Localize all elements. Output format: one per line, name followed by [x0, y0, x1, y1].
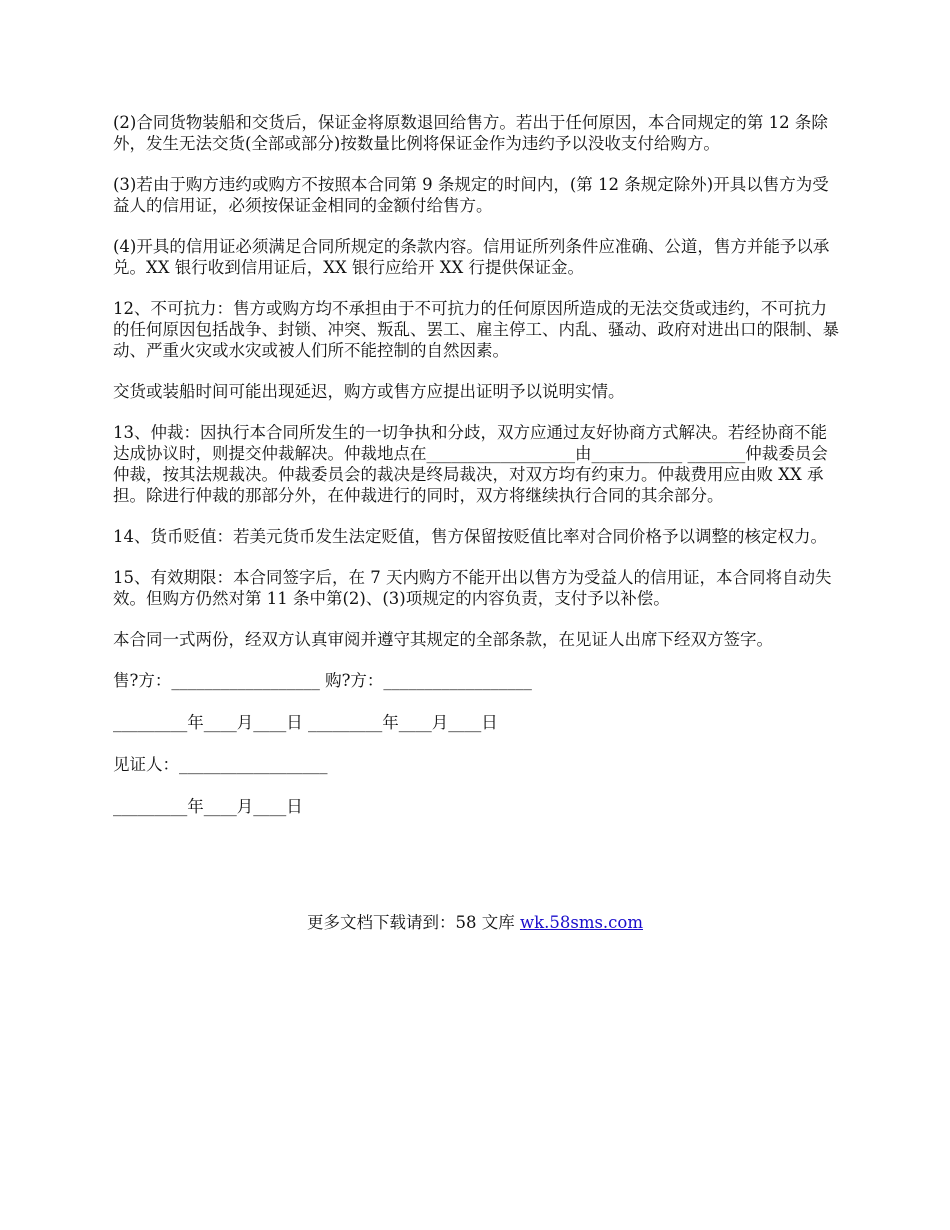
paragraph-clause-11-3: (3)若由于购方违约或购方不按照本合同第 9 条规定的时间内，(第 12 条规定除外)开具以售方为受益人的信用证，必须按保证金相同的金额付给售方。 [113, 175, 829, 215]
paragraph-force-majeure: 12、不可抗力：售方或购方均不承担由于不可抗力的任何原因所造成的无法交货或违约，不可抗力的任何原因包括战争、封锁、冲突、叛乱、罢工、雇主停工、内乱、骚动、政府对进出口的限制、暴动、严重火灾或水灾或被人们所不能控制的自然因素。 [113, 299, 839, 360]
paragraph-delivery-delay: 交货或装船时间可能出现延迟，购方或售方应提出证明予以说明实情。 [113, 382, 625, 401]
footer [0, 912, 950, 933]
paragraph-copies-signature: 本合同一式两份，经双方认真审阅并遵守其规定的全部条款，在见证人出席下经双方签字。 [113, 630, 773, 649]
paragraph-clause-11-2: (2)合同货物装船和交货后，保证金将原数退回给售方。若出于任何原因，本合同规定的第 12 条除外，发生无法交货(全部或部分)按数量比例将保证金作为违约予以没收支付给购方。 [113, 113, 828, 153]
document-body [113, 112, 843, 838]
footer-text: 更多文档下载请到：58 文库 [306, 913, 520, 932]
witness-line: 见证人：__________________ [113, 755, 328, 774]
paragraph-currency-devaluation: 14、货币贬值：若美元货币发生法定贬值，售方保留按贬值比率对合同价格予以调整的核定权力。 [113, 527, 827, 546]
paragraph-arbitration: 13、仲裁：因执行本合同所发生的一切争执和分歧，双方应通过友好协商方式解决。若经协商不能达成协议时，则提交仲裁解决。仲裁地点在__________________由___________ _______仲裁委员会仲裁，按其法规裁决。仲裁委员会的裁决是终局裁决，对双方均有约束力。仲裁费用应由败 XX 承担。除进行仲裁的那部分外，在仲裁进行的同时，双方将继续执行合同的其余部分。 [113, 423, 828, 505]
signature-parties-line: 售?方：__________________ 购?方：__________________ [113, 671, 532, 690]
paragraph-clause-11-4: (4)开具的信用证必须满足合同所规定的条款内容。信用证所列条件应准确、公道，售方并能予以承兑。XX 银行收到信用证后，XX 银行应给开 XX 行提供保证金。 [113, 237, 830, 277]
signature-dates-line: _________年____月____日 _________年____月____日 [113, 713, 498, 732]
witness-date-line: _________年____月____日 [113, 797, 303, 816]
paragraph-validity-period: 15、有效期限：本合同签字后，在 7 天内购方不能开出以售方为受益人的信用证，本合同将自动失效。但购方仍然对第 11 条中第(2)、(3)项规定的内容负责，支付予以补偿。 [113, 568, 832, 608]
footer-link[interactable]: wk.58sms.com [519, 913, 643, 932]
